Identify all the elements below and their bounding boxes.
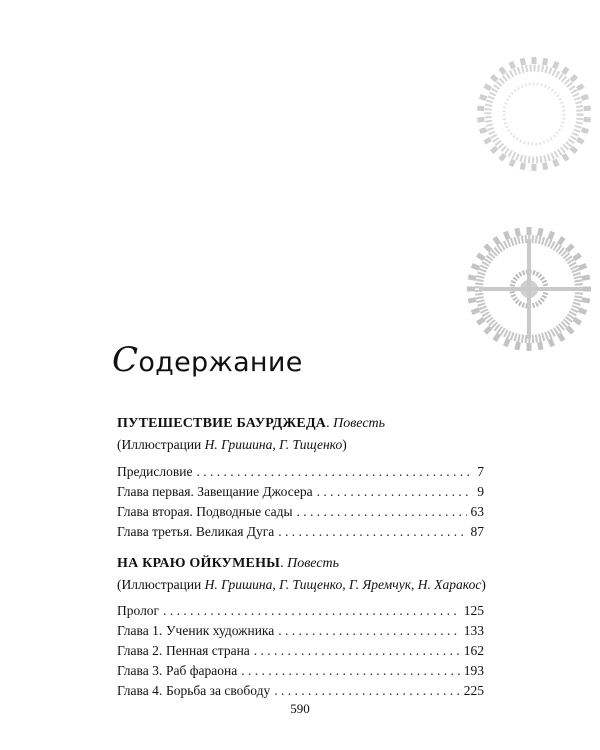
toc-entry-page: 7	[477, 464, 484, 479]
toc-entry[interactable]	[117, 524, 484, 540]
gear-tooth	[583, 287, 591, 292]
gear-tooth	[532, 57, 537, 64]
toc-entry-title: Пролог	[117, 603, 160, 618]
gear-tooth	[490, 146, 499, 154]
gear-tooth	[583, 117, 590, 123]
gear-tooth	[479, 94, 487, 101]
toc-entry-title: Глава первая. Завещание Джосера	[117, 484, 313, 499]
gear-tooth	[583, 106, 590, 112]
gear-tooth	[552, 61, 559, 69]
gear-tooth	[503, 338, 511, 347]
toc-entry[interactable]	[117, 683, 484, 699]
gear-tooth	[542, 162, 548, 170]
toc-entry-title: Глава вторая. Подводные сады	[117, 504, 293, 519]
gear-tooth	[467, 287, 475, 292]
gear-tooth	[514, 341, 520, 350]
work-title: ПУТЕШЕСТВИЕ БАУРДЖЕДА. Повесть	[117, 416, 386, 431]
gear-tooth	[479, 127, 487, 134]
gear-tooth	[581, 274, 590, 280]
toc-entry[interactable]	[117, 484, 484, 500]
gear-tooth	[527, 343, 532, 351]
toc-entry-title: Раб фараона	[166, 663, 238, 678]
toc-entry[interactable]	[117, 603, 484, 619]
toc-entry-page: 87	[470, 524, 484, 539]
gear-tooth	[561, 153, 569, 162]
illustrators-line: (Иллюстрации Н. Гришина, Г. Тищенко, Г. Яремчук, Н. Харакос)	[117, 577, 486, 592]
heading-rest: одержание	[138, 347, 303, 378]
gear-tooth	[537, 341, 543, 350]
leader-dots	[317, 484, 474, 500]
leader-dots	[163, 603, 460, 619]
toc-entry-title: Пенная страна	[166, 643, 250, 658]
gear-tooth	[468, 274, 477, 280]
gear-ornament-mid	[458, 218, 600, 360]
toc-entry-page: 193	[463, 663, 484, 678]
toc-entry[interactable]	[117, 623, 484, 639]
gear-tooth	[581, 127, 589, 134]
gear-tooth	[483, 83, 492, 91]
leader-dots	[278, 623, 459, 639]
gear-tooth	[509, 159, 516, 167]
toc-chapter-number: Глава 2.	[117, 643, 163, 658]
gear-tooth	[576, 137, 585, 145]
toc-entry-title: Ученик художника	[166, 623, 275, 638]
toc-entry-title: Предисловие	[117, 464, 193, 479]
toc-entry-page: 9	[477, 484, 484, 499]
contents-heading	[112, 340, 303, 380]
gear-tooth	[503, 231, 511, 240]
gear-tooth	[576, 83, 585, 91]
illustrators-line: (Иллюстрации Н. Гришина, Г. Тищенко)	[117, 437, 347, 452]
toc-entry[interactable]	[117, 504, 484, 520]
gear-tooth	[476, 317, 485, 326]
toc-entry-title: Глава третья. Великая Дуга	[117, 524, 275, 539]
gear-tooth	[492, 236, 501, 245]
heading-initial: С	[112, 340, 139, 380]
gear-tooth	[542, 58, 548, 66]
gear-tooth	[520, 58, 526, 66]
leader-dots	[196, 464, 473, 480]
page-number: 590	[290, 701, 310, 716]
leader-dots	[297, 504, 467, 520]
toc-entry-page: 63	[470, 504, 484, 519]
gear-tooth	[569, 74, 578, 82]
toc-entry-page: 225	[463, 683, 484, 698]
gear-ornament-top	[468, 48, 600, 180]
gear-tooth	[468, 297, 477, 303]
gear-tooth	[509, 61, 516, 69]
gear-tooth	[532, 164, 537, 171]
gear-tooth	[520, 162, 526, 170]
gear-tooth	[581, 297, 590, 303]
toc-entry[interactable]	[117, 663, 484, 679]
gear-tooth	[514, 228, 520, 237]
toc-entry[interactable]	[117, 464, 484, 480]
gear-tooth	[477, 117, 484, 123]
gear-tooth	[552, 159, 559, 167]
toc-entry-page: 133	[463, 623, 484, 638]
toc-entry-page: 125	[463, 603, 484, 618]
gear-tooth	[537, 228, 543, 237]
gear-tooth	[483, 137, 492, 145]
leader-dots	[254, 643, 460, 659]
gear-tooth	[483, 325, 492, 334]
gear-tooth	[581, 94, 589, 101]
leader-dots	[278, 524, 466, 540]
toc-entry-page: 162	[463, 643, 484, 658]
toc-chapter-number: Глава 4.	[117, 683, 163, 698]
toc-chapter-number: Глава 3.	[117, 663, 163, 678]
toc-entry[interactable]	[117, 643, 484, 659]
gear-tooth	[477, 106, 484, 112]
leader-dots	[274, 683, 460, 699]
toc-entry-title: Борьба за свободу	[166, 683, 271, 698]
toc-chapter-number: Глава 1.	[117, 623, 163, 638]
leader-dots	[241, 663, 460, 679]
gear-tooth	[492, 333, 501, 342]
gear-tooth	[527, 227, 532, 235]
work-title: НА КРАЮ ОЙКУМЕНЫ. Повесть	[117, 556, 340, 571]
